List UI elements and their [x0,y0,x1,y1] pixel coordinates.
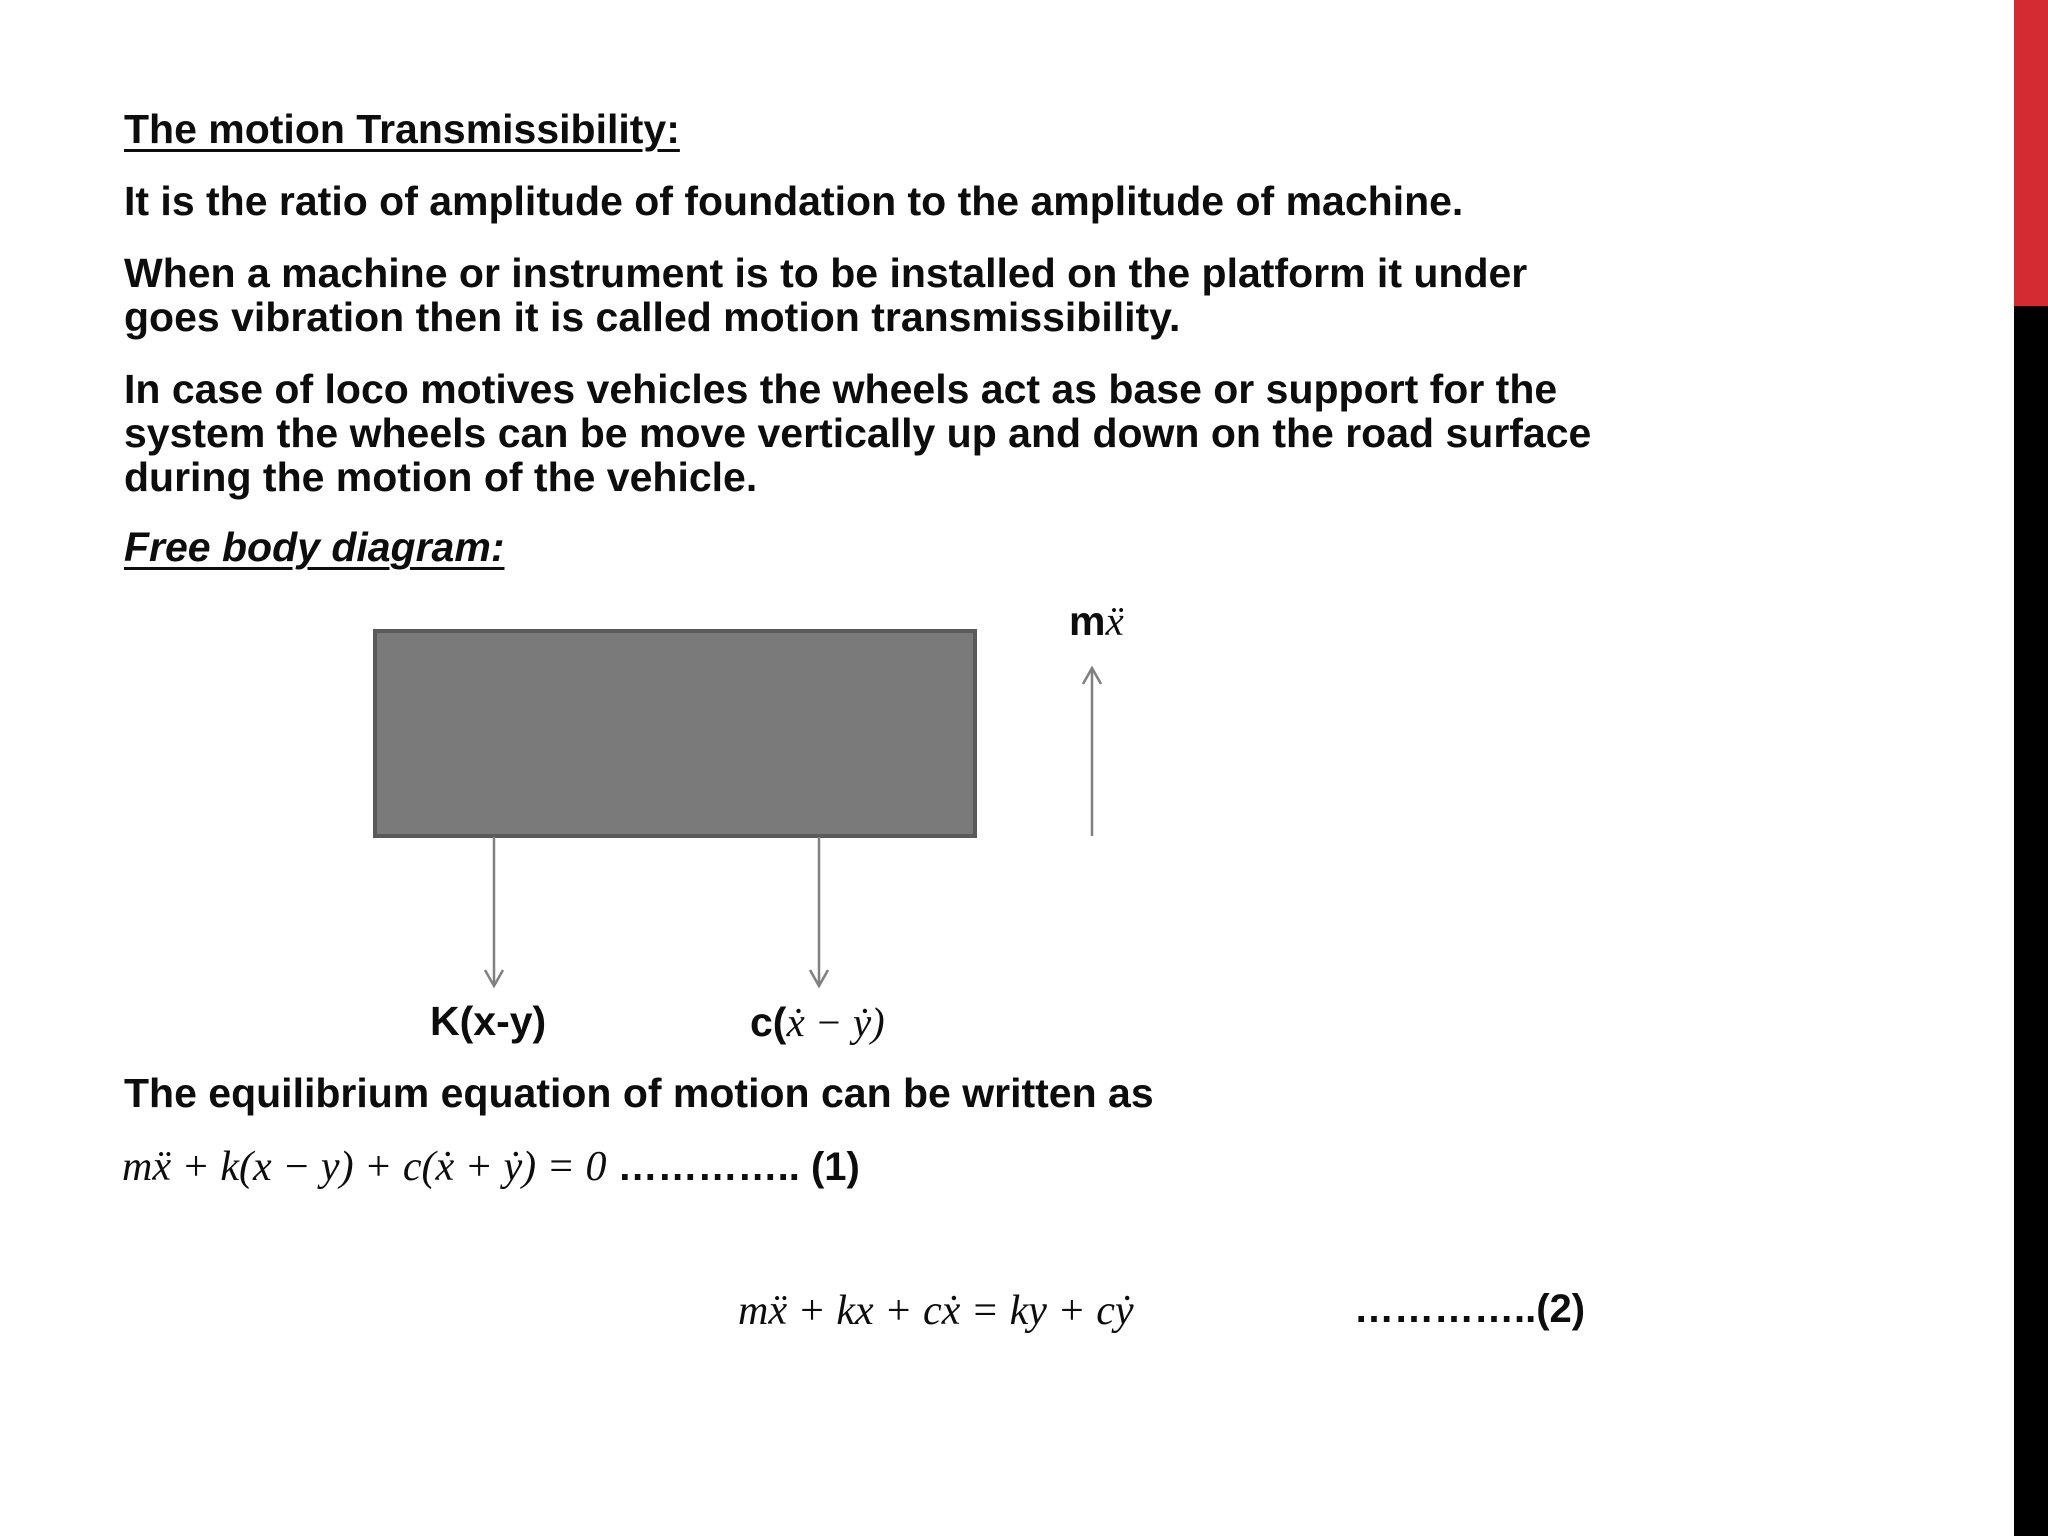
paragraph-vehicle-line-2: system the wheels can be move vertically up and down on the road surface [124,410,1592,456]
damper-force-label: c(ẋ − ẏ) [750,999,885,1045]
equilibrium-statement: The equilibrium equation of motion can be written as [124,1070,1154,1116]
paragraph-vehicle-line-3: during the motion of the vehicle. [124,454,758,500]
mass-block [375,631,975,836]
fbd-heading: Free body diagram: [124,524,505,570]
paragraph-machine-line-2: goes vibration then it is called motion transmissibility. [124,294,1181,340]
paragraph-vehicle-line-1: In case of loco motives vehicles the wheels act as base or support for the [124,366,1558,412]
equation-1-tag: ………….. (1) [606,1145,860,1189]
paragraph-machine-line-1: When a machine or instrument is to be installed on the platform it under [124,250,1528,296]
equation-1 [122,1143,860,1191]
spring-force-label: K(x-y) [430,998,547,1044]
equation-2-expression: mẍ + kx + cẋ = ky + cẏ [738,1288,1134,1334]
inertia-force-label: mẍ [1069,598,1124,644]
equation-2-tag: …………..(2) [1354,1287,1586,1331]
equation-1-expression: mẍ + k(x − y) + c(ẋ + ẏ) = 0 [122,1144,607,1190]
slide-heading: The motion Transmissibility: [124,106,680,152]
paragraph-definition: It is the ratio of amplitude of foundation to the amplitude of machine. [124,178,1464,224]
